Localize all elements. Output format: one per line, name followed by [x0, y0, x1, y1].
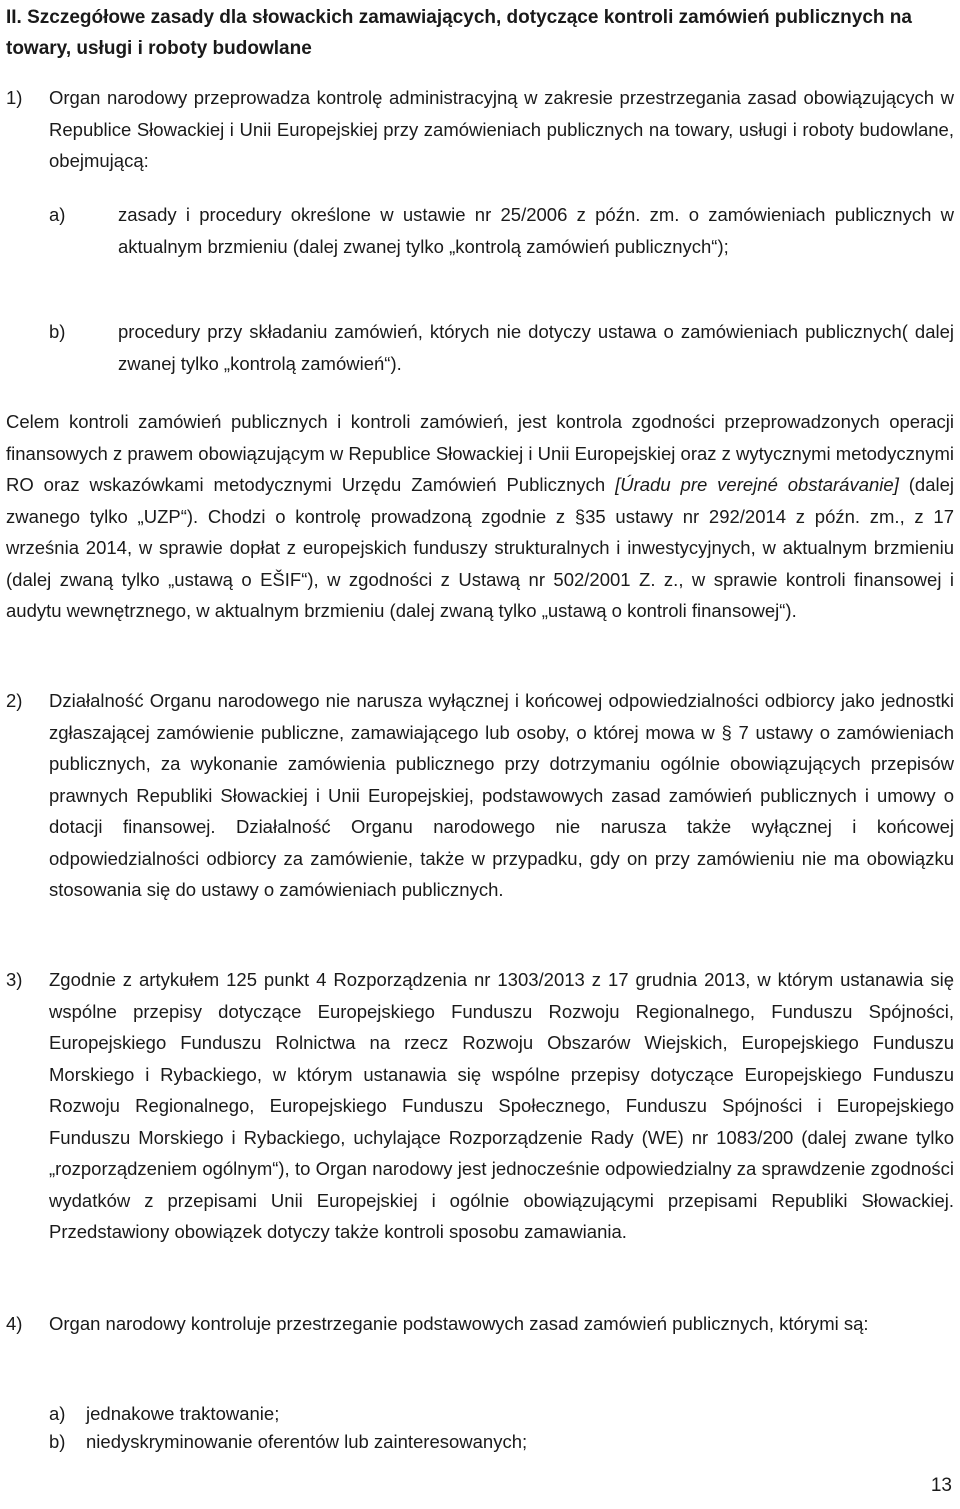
- paragraph-4-item-b-label: b): [49, 1431, 66, 1452]
- paragraph-4-item-a-text: jednakowe traktowanie;: [86, 1403, 280, 1424]
- paragraph-1-item-a-label: a): [49, 204, 66, 225]
- paragraph-4-text: Organ narodowy kontroluje przestrzeganie podstawowych zasad zamówień publicznych, którymi są:: [49, 1313, 869, 1334]
- section-heading: II. Szczegółowe zasady dla słowackich zamawiających, dotyczące kontroli zamówień publicznych na towary, usługi i roboty budowlane: [6, 7, 912, 59]
- control-purpose-text-end: (dalej zwanego tylko „UZP“). Chodzi o kontrolę prowadzoną zgodnie z §35 ustawy nr 292/2014 z późn. zm., z 17 września 2014, w sprawie dopłat z europejskich funduszy strukturalnych i inwestycyjnych, w aktualnym brzmieniu (dalej zwaną tylko „ustawą o EŠIF“), w zgodności z Ustawą nr 502/2001 Z. z., w sprawie kontroli finansowej i audytu wewnętrznego, w aktualnym brzmieniu (dalej zwaną tylko „ustawą o kontroli finansowej“).: [6, 474, 954, 621]
- paragraph-1-text: Organ narodowy przeprowadza kontrolę administracyjną w zakresie przestrzegania zasad obowiązujących w Republice Słowackiej i Unii Europejskiej przy zamówieniach publicznych na towary, usługi i roboty budowlane, obejmującą:: [49, 87, 954, 171]
- paragraph-1-item-b-text: procedury przy składaniu zamówień, których nie dotyczy ustawa o zamówieniach publicznych( dalej zwanej tylko „kontrolą zamówień“).: [118, 321, 954, 374]
- paragraph-2-text: Działalność Organu narodowego nie narusza wyłącznej i końcowej odpowiedzialności odbiorcy jako jednostki zgłaszającej zamówienie publiczne, zamawiającego lub osoby, o której mowa w § 7 ustawy o zamówieniach publicznych, za wykonanie zamówienia publicznego przy dotrzymaniu ogólnie obowiązujących przepisów prawnych Republiki Słowackiej i Unii Europejskiej, podstawowych zasad zamówień publicznych i umowy o dotacji finansowej. Działalność Organu narodowego nie narusza także wyłącznej i końcowej odpowiedzialności odbiorcy za zamówienie, także w przypadku, gdy on przy zamówieniu nie ma obowiązku stosowania się do ustawy o zamówieniach publicznych.: [49, 690, 954, 900]
- slovak-office-name: [Úradu pre verejné obstarávanie]: [615, 474, 899, 495]
- page-number: 13: [930, 1475, 952, 1496]
- paragraph-1-item-b-label: b): [49, 321, 66, 342]
- paragraph-1-item-a-text: zasady i procedury określone w ustawie nr 25/2006 z późn. zm. o zamówieniach publicznych w aktualnym brzmieniu (dalej zwanej tylko „kontrolą zamówień publicznych“);: [118, 204, 954, 257]
- paragraph-3-number: 3): [6, 969, 23, 990]
- paragraph-1-number: 1): [6, 87, 23, 108]
- paragraph-3-text: Zgodnie z artykułem 125 punkt 4 Rozporządzenia nr 1303/2013 z 17 grudnia 2013, w którym ustanawia się wspólne przepisy dotyczące Europejskiego Funduszu Rozwoju Regionalnego, Funduszu Spójności, Europejskiego Funduszu Rolnictwa na rzecz Rozwoju Obszarów Wiejskich, Europejskiego Funduszu Morskiego i Rybackiego, w którym ustanawia się wspólne przepisy dotyczące Europejskiego Funduszu Rozwoju Regionalnego, Europejskiego Funduszu Społecznego, Funduszu Spójności i Europejskiego Funduszu Morskiego i Rybackiego, uchylające Rozporządzenie Rady (WE) nr 1083/200 (dalej zwane tylko „rozporządzeniem ogólnym“), to Organ narodowy jest jednocześnie odpowiedzialny za sprawdzenie zgodności wydatków z przepisami Unii Europejskiej i ogólnie obowiązującymi przepisami Republiki Słowackiej. Przedstawiony obowiązek dotyczy także kontroli sposobu zamawiania.: [49, 969, 954, 1242]
- control-purpose-paragraph: [6, 406, 954, 627]
- paragraph-4-item-a-label: a): [49, 1403, 66, 1424]
- paragraph-2-number: 2): [6, 690, 23, 711]
- paragraph-4-item-b-text: niedyskryminowanie oferentów lub zainteresowanych;: [86, 1431, 528, 1452]
- control-purpose-text-start: Celem kontroli zamówień publicznych i kontroli zamówień, jest kontrola zgodności przeprowadzonych operacji finansowych z prawem obowiązującym w Republice Słowackiej i Unii Europejskiej oraz z wytycznymi metodycznymi RO oraz wskazówkami metodycznymi Urzędu Zamówień Publicznych: [6, 411, 954, 495]
- paragraph-4-number: 4): [6, 1313, 23, 1334]
